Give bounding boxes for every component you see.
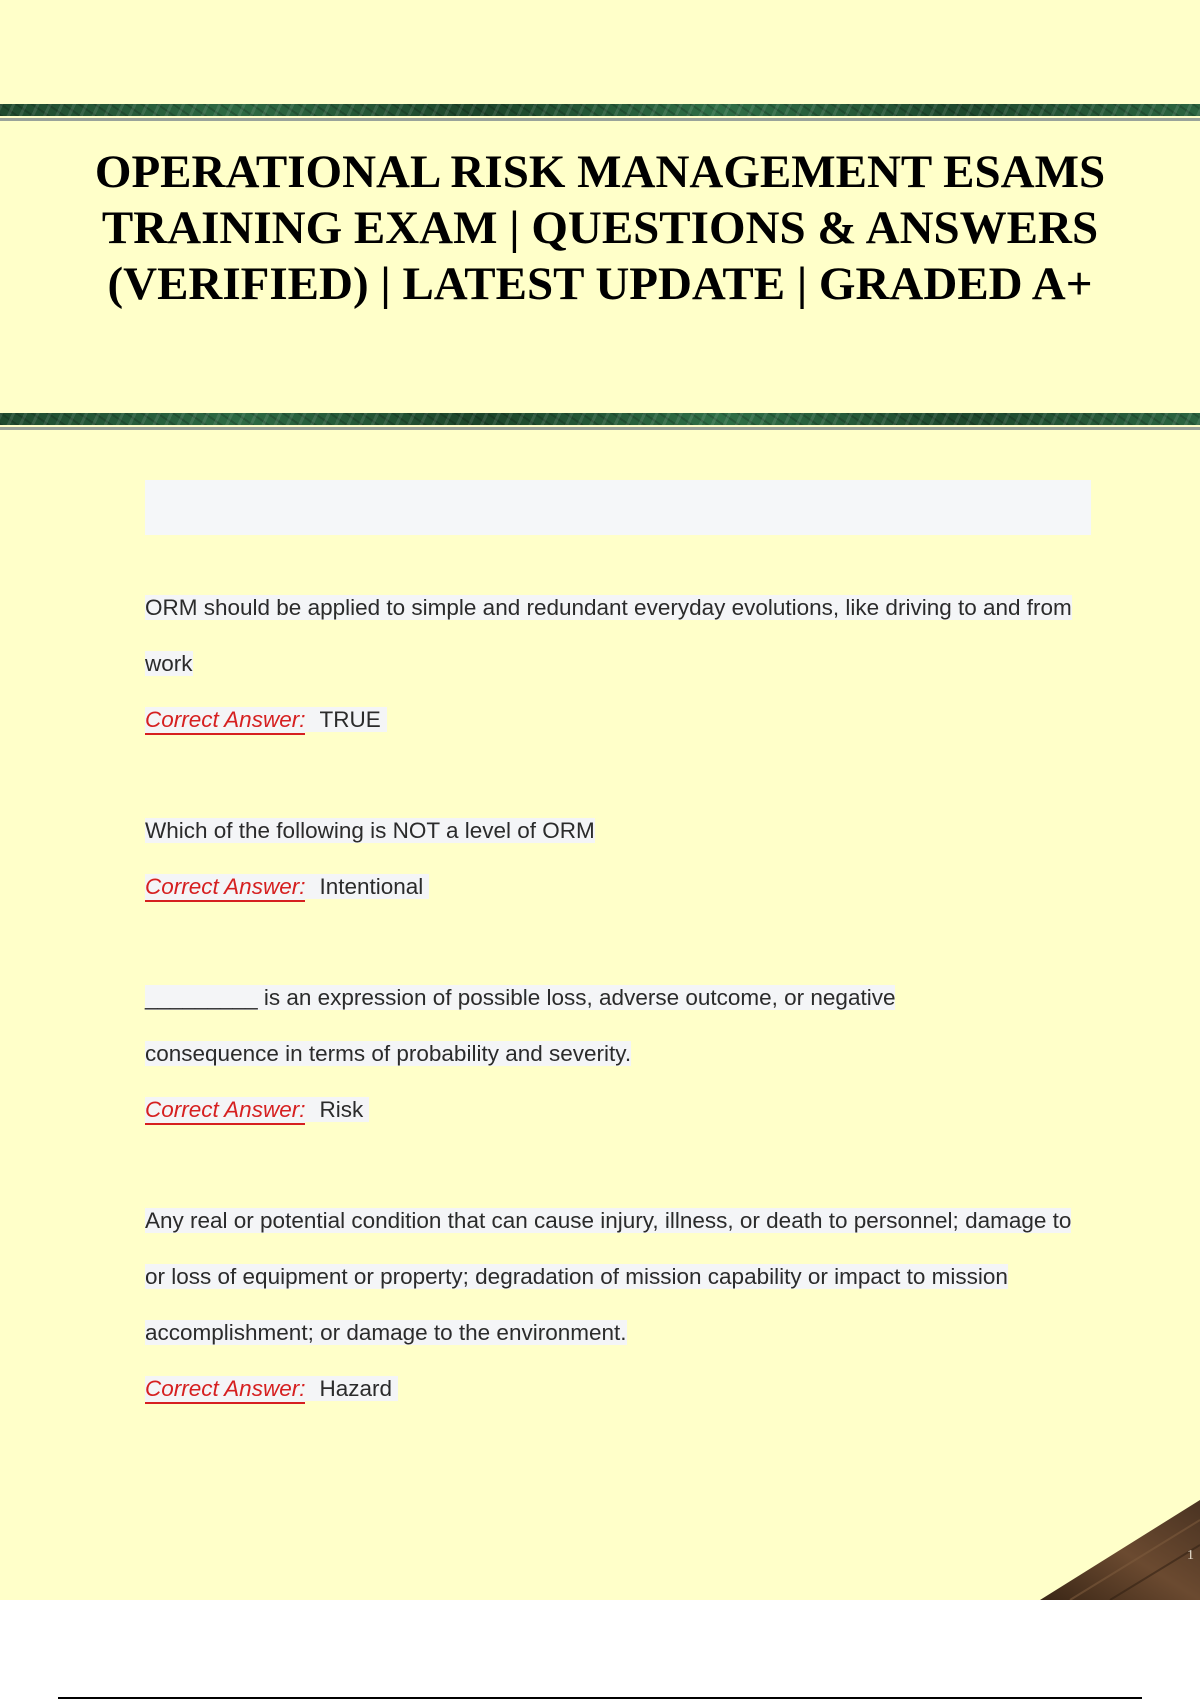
footer-rule <box>58 1697 1142 1699</box>
answer-row <box>145 1082 1095 1138</box>
decorative-stripe <box>0 104 1200 116</box>
answer-row <box>145 692 1095 748</box>
decorative-rule <box>0 427 1200 430</box>
document-title: OPERATIONAL RISK MANAGEMENT ESAMS TRAINING EXAM | QUESTIONS & ANSWERS (VERIFIED) | LATEST UPDATE | GRADED A+ <box>94 146 1106 310</box>
question-text: _________ is an expression of possible loss, adverse outcome, or negative consequence in terms of probability and severity. <box>145 985 896 1066</box>
question-text: ORM should be applied to simple and redundant everyday evolutions, like driving to and from work <box>145 595 1072 676</box>
qa-item <box>145 803 1095 915</box>
header-band-bottom <box>0 413 1200 431</box>
answer-row <box>145 859 1095 915</box>
corner-page-curl <box>1040 1500 1200 1600</box>
answer-value: TRUE <box>305 707 386 732</box>
qa-list <box>145 580 1095 1472</box>
qa-item <box>145 580 1095 748</box>
qa-item <box>145 1193 1095 1417</box>
decorative-stripe <box>0 413 1200 425</box>
answer-label: Correct Answer: <box>145 1097 305 1125</box>
answer-value: Intentional <box>305 874 429 899</box>
blank-header-box <box>145 480 1091 535</box>
answer-row <box>145 1361 1095 1417</box>
qa-item <box>145 970 1095 1138</box>
answer-value: Hazard <box>305 1376 398 1401</box>
page-number: 1 <box>1187 1548 1194 1563</box>
question-text: Which of the following is NOT a level of ORM <box>145 818 595 843</box>
header-band-top <box>0 104 1200 122</box>
answer-label: Correct Answer: <box>145 1376 305 1404</box>
question-text: Any real or potential condition that can cause injury, illness, or death to personnel; damage to or loss of equipment or property; degradation of mission capability or impact to mission accomplishment; or damage to the environment. <box>145 1208 1072 1345</box>
decorative-rule <box>0 118 1200 121</box>
answer-label: Correct Answer: <box>145 707 305 735</box>
answer-value: Risk <box>305 1097 369 1122</box>
answer-label: Correct Answer: <box>145 874 305 902</box>
